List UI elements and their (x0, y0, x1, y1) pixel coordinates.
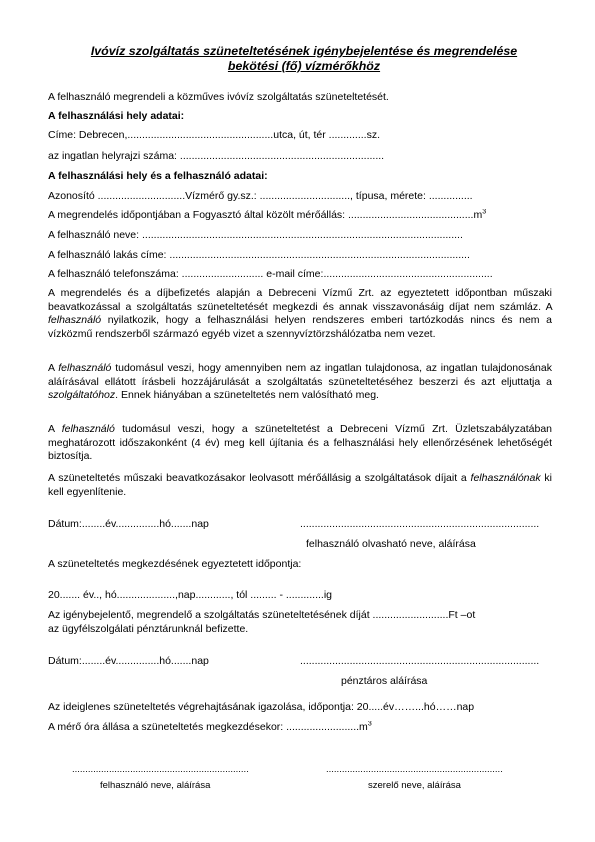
p2-em: felhasználó (58, 362, 112, 374)
form-title-line-1: Ivóvíz szolgáltatás szüneteltetésének igénybejelentése és megrendelése (90, 44, 518, 58)
user-phone-email-field[interactable]: A felhasználó telefonszáma: ............................ e-mail címe:.......................................................... (48, 268, 493, 280)
p1-rest: nyilatkozik, hogy a felhasználási helyen rendszeres emberi tartózkodás nincs és nem a vízközmű rendszerből származó egyéb vizet a szennyvíztörzshálózatba nem vezet. (48, 314, 552, 340)
meter-start-field[interactable] (48, 721, 552, 733)
meter-reading-field[interactable] (48, 209, 552, 221)
final-signature-label-left: felhasználó neve, aláírása (100, 780, 211, 791)
site-user-heading: A felhasználási hely és a felhasználó adatai: (48, 170, 268, 182)
date-field-1[interactable]: Dátum:........év...............hó.......nap (48, 518, 209, 530)
p4-rest: ki kell egyenlítenie. (48, 472, 552, 498)
temp-cert-field[interactable]: Az ideiglenes szüneteltetés végrehajtásának igazolása, időpontja: 20.....év……...hó……nap (48, 701, 475, 713)
p3-a: A (48, 423, 55, 435)
paragraph-renewal (48, 423, 552, 464)
period-field[interactable]: 20....... év.., hó....................,nap............, tól ......... - .............ig (48, 589, 332, 601)
p2-text: tudomásul veszi, hogy amennyiben nem az ingatlan tulajdonosa, az ingatlan tulajdonosának aláírásával ellátott írásbeli hozzájárulását a szolgáltatás szüneteltetéséhez beszerzi és azt eljuttatja a (48, 362, 552, 388)
meter-id-field[interactable]: Azonosító ..............................Vízmérő gy.sz.: ..............................., típusa, mérete: ............... (48, 190, 473, 202)
paragraph-owner-consent (48, 362, 552, 403)
paragraph-service-suspension (48, 287, 552, 341)
final-signature-label-right: szerelő neve, aláírása (368, 780, 461, 791)
p2-em2: szolgáltatóhoz (48, 389, 116, 402)
final-signature-line-left[interactable]: ................................................................... (72, 764, 249, 775)
final-signature-line-right[interactable]: ................................................................... (326, 764, 503, 775)
p3-text: tudomásul veszi, hogy a szüneteltetést a Debreceni Vízmű Zrt. Üzletszabályzatában meghatározott időszakonként (4 év) meg kell újítania és a felhasználási hely ellenőrzésének lehetőségét biztosítja. (48, 423, 553, 463)
p1-text: A megrendelés és a díjbefizetés alapján a Debreceni Vízmű Zrt. az egyeztetett időpontban műszaki beavatkozással a szolgáltatás szüneteltetését megkezdi és annak visszavonásáig díjat nem számláz. A (48, 287, 552, 313)
p3-em: felhasználó (61, 423, 115, 435)
form-title-line-2: bekötési (fő) vízmérőkhöz (227, 59, 381, 73)
p1-em: felhasználó (48, 314, 102, 327)
site-heading: A felhasználási hely adatai: (48, 110, 185, 122)
intro-text: A felhasználó megrendeli a közműves ivóvíz szolgáltatás szüneteltetését. (48, 91, 389, 103)
fee-line-2: az ügyfélszolgálati pénztárunknál befizette. (48, 623, 249, 635)
p4-em: felhasználónak (470, 472, 541, 484)
meter-reading-unit: 3 (482, 209, 487, 216)
signature-line-2[interactable]: .................................................................................. (300, 655, 540, 667)
meter-start-unit: 3 (367, 721, 372, 728)
user-name-field[interactable]: A felhasználó neve: .............................................................................................................. (48, 229, 463, 241)
fee-line-1[interactable]: Az igénybejelentő, megrendelő a szolgáltatás szüneteltetésének díját ..........................Ft –ot (48, 609, 476, 621)
address-field[interactable]: Címe: Debrecen,..................................................utca, út, tér .............sz. (48, 129, 381, 141)
date-field-2[interactable]: Dátum:........év...............hó.......nap (48, 655, 209, 667)
user-address-field[interactable]: A felhasználó lakás címe: ....................................................................................................... (48, 249, 470, 261)
paragraph-fees (48, 472, 552, 499)
p4-text: A szüneteltetés műszaki beavatkozásakor leolvasott mérőállásig a szolgáltatások díjait a (48, 472, 467, 484)
signature-label-1: felhasználó olvasható neve, aláírása (306, 538, 476, 550)
meter-start-text: A mérő óra állása a szüneteltetés megkezdésekor: .........................m (48, 721, 368, 733)
meter-reading-text: A megrendelés időpontjában a Fogyasztó által közölt mérőállás: ...........................................m (48, 209, 483, 221)
signature-label-2: pénztáros aláírása (341, 675, 428, 687)
signature-line-1[interactable]: .................................................................................. (300, 518, 540, 530)
agreed-start-label: A szüneteltetés megkezdésének egyeztetett időpontja: (48, 558, 302, 570)
p2-a: A (48, 362, 55, 374)
p2-rest: . Ennek hiányában a szüneteltetés nem valósítható meg. (115, 389, 379, 402)
parcel-number-field[interactable]: az ingatlan helyrajzi száma: ...................................................................... (48, 150, 385, 162)
